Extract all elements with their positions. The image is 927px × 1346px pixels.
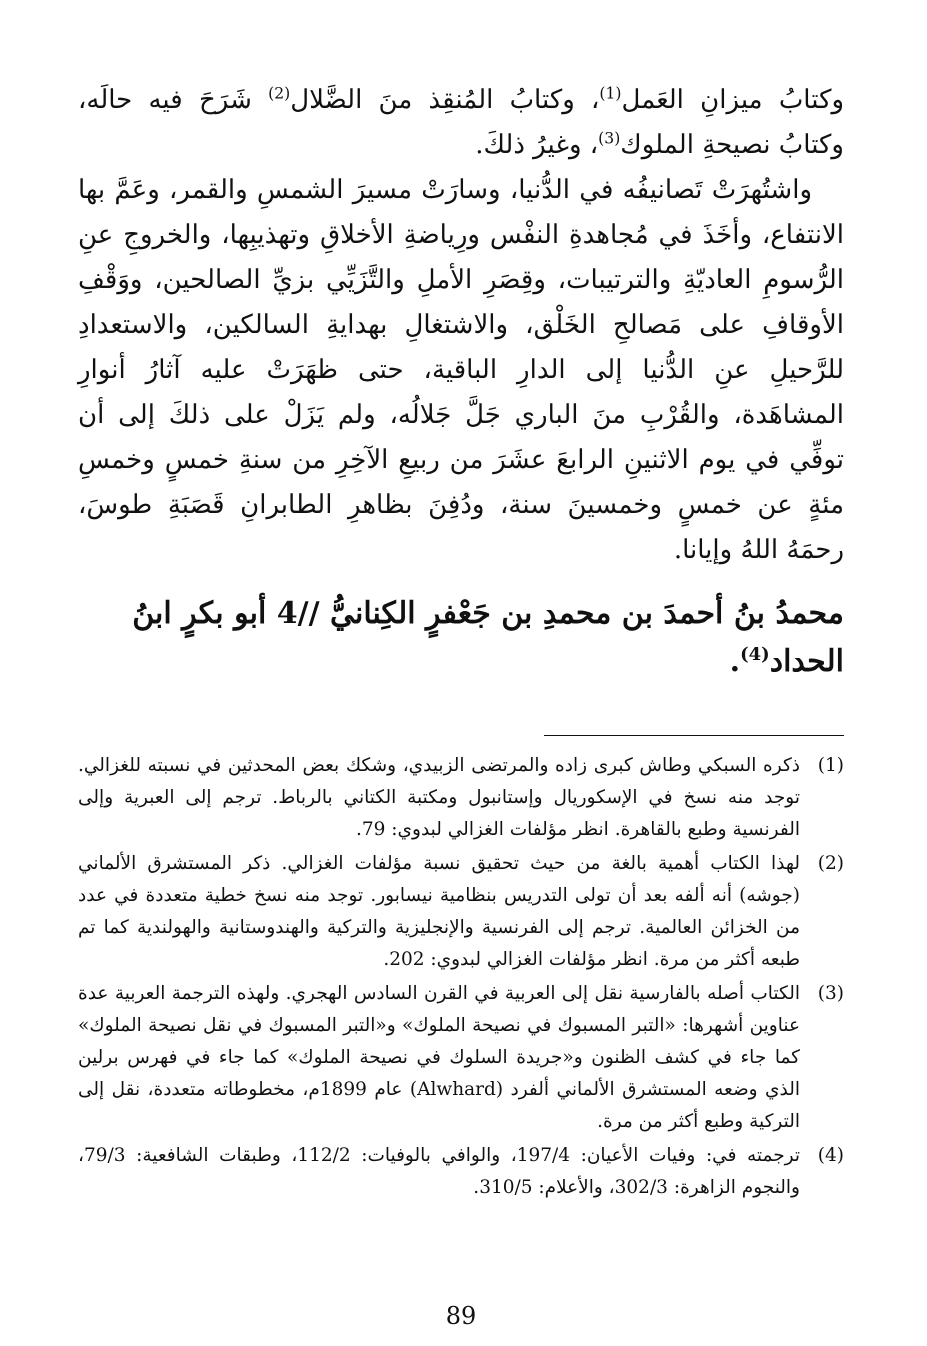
footnote <box>78 750 844 846</box>
entry-heading-text: محمدُ بنُ أحمدَ بن محمدِ بن جَعْفرٍ الكِنانيُّ //4 أبو بكرٍ ابنُ الحداد <box>132 596 844 679</box>
footnote-number: (1) <box>817 755 844 776</box>
entry-heading-end: . <box>729 644 741 679</box>
footnote-text: ذكره السبكي وطاش كبرى زاده والمرتضى الزبيدي، وشكك بعض المحدثين في نسبته للغزالي. توجد منه نسخ في الإسكوريال وإستانبول ومكتبة الكتاني بالرباط. ترجم إلى العبرية وإلى الفرنسية وطبع بالقاهرة. انظر مؤلفات الغزالي لبدوي: 79. <box>78 755 800 840</box>
footnotes <box>78 750 844 1206</box>
text-segment: ، وكتابُ المُنقِذ منَ الضَّلال <box>290 85 600 115</box>
footnote-ref-2[interactable]: (2) <box>268 84 291 103</box>
biography-entry-heading <box>78 590 844 686</box>
text-segment: ، وغيرُ ذلكَ. <box>475 130 599 160</box>
text-segment: واشتُهرَتْ تَصانيفُه في الدُّنيا، وسارَتْ مسيرَ الشمسِ والقمر، وعَمَّ بها الانتفاع، وأخَذَ في مُجاهدةِ النفْس ورِياضةِ الأخلاقِ وتهذيبِها، والخروجِ عنِ الرُّسومِ العاديّةِ والترتيبات، وقِصَرِ الأملِ والتَّزَيِّي بزيِّ الصالحين، ووَقْفِ الأوقافِ على مَصالحِ الخَلْق، والاشتغالِ بهدايةِ السالكين، والاستعدادِ للرَّحيلِ عنِ الدُّنيا إلى الدارِ الباقية، حتى ظهَرَتْ عليه آثارُ أنوارِ المشاهَدة، والقُرْبِ منَ الباري جَلَّ جَلالُه، ولم يَزَلْ على ذلكَ إلى أن توفِّي في يوم الاثنينِ الرابعَ عشَرَ من ربيعِ الآخِرِ من سنةِ خمسٍ وخمسِ مئةٍ عن خمسٍ وخمسينَ سنة، ودُفِنَ بظاهرِ الطابرانِ قَصَبَةِ طوسَ، رحمَهُ اللهُ وإيانا. <box>78 175 844 565</box>
footnote <box>78 978 844 1138</box>
footnote-text: ترجمته في: وفيات الأعيان: 197/4، والوافي بالوفيات: 112/2، وطبقات الشافعية: 79/3، والنجوم الزاهرة: 302/3، والأعلام: 310/5. <box>78 1145 800 1198</box>
footnote-ref-1[interactable]: (1) <box>599 84 622 103</box>
page-number: 89 <box>445 1302 477 1330</box>
footnote-number: (2) <box>817 853 844 874</box>
footnote-separator <box>544 735 844 736</box>
footnote-ref-3[interactable]: (3) <box>598 129 621 148</box>
text-segment: شَرَحَ فيه حالَه، وكتابُ نصيحةِ الملوك <box>78 85 844 160</box>
footnote-number: (3) <box>817 983 844 1004</box>
footnote-text: الكتاب أصله بالفارسية نقل إلى العربية في القرن السادس الهجري. ولهذه الترجمة العربية عدة عناوين أشهرها: «التبر المسبوك في نصيحة الملوك» و«التبر المسبوك في نقل نصيحة الملوك» كما جاء في كشف الظنون و«جريدة السلوك في نصيحة الملوك» كما جاء في فهرس برلين الذي وضعه المستشرق الألماني ألفرد (Alwhard) عام 1899م، مخطوطاته متعددة، نقل إلى التركية وطبع أكثر من مرة. <box>78 983 800 1132</box>
main-text <box>78 78 844 573</box>
footnote <box>78 1140 844 1204</box>
footnote-ref-4[interactable]: (4) <box>740 644 770 665</box>
book-page <box>78 0 844 1346</box>
footnote-number: (4) <box>817 1145 844 1166</box>
paragraph-2 <box>78 168 844 573</box>
footnote <box>78 848 844 976</box>
footnote-text: لهذا الكتاب أهمية بالغة من حيث تحقيق نسبة مؤلفات الغزالي. ذكر المستشرق الألماني (جوشه) أنه ألفه بعد أن تولى التدريس بنظامية نيسابور. توجد منه نسخ خطية متعددة في عدد من الخزائن العالمية. ترجم إلى الفرنسية والإنجليزية والتركية والهندوستانية والهولندية كما تم طبعه أكثر من مرة. انظر مؤلفات الغزالي لبدوي: 202. <box>78 853 800 970</box>
paragraph-1 <box>78 78 844 168</box>
text-segment: وكتابُ ميزانِ العَمل <box>621 85 845 115</box>
